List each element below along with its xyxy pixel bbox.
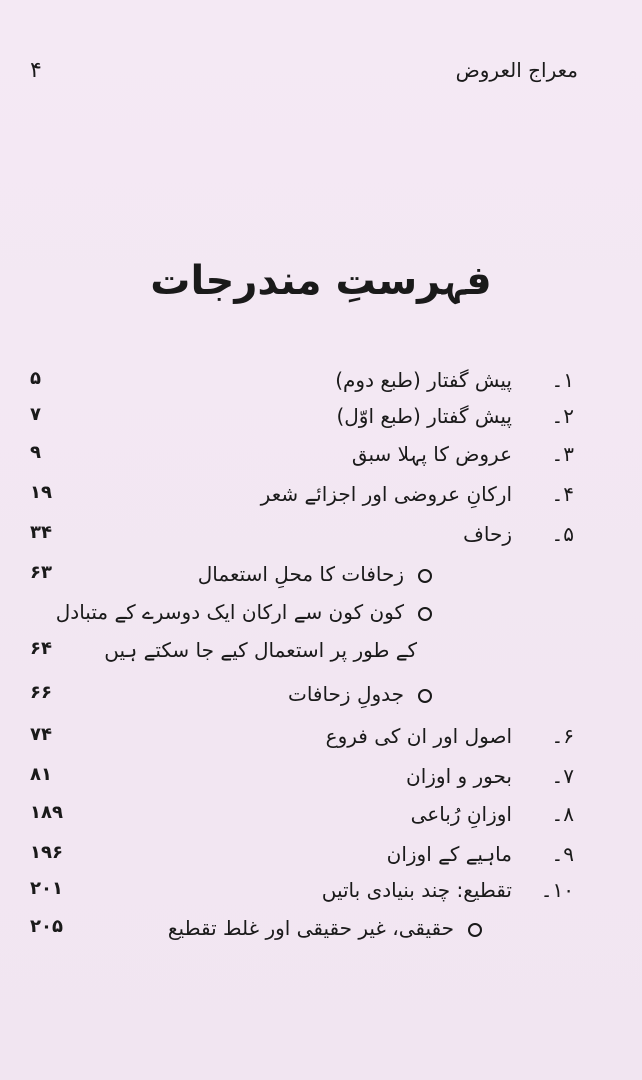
toc-title: عروض کا پہلا سبق [351, 442, 512, 466]
bullet-circle-icon [468, 923, 482, 937]
toc-subentry[interactable] [30, 682, 592, 718]
toc-page: ۱۸۹ [30, 802, 63, 823]
toc-entry[interactable] [30, 724, 592, 760]
toc-page: ۳۴ [30, 522, 52, 543]
bullet-circle-icon [418, 689, 432, 703]
toc-entry[interactable] [30, 368, 592, 404]
toc-page: ۹ [30, 442, 41, 463]
toc-number: ۸۔ [551, 802, 574, 826]
toc-page: ۲۰۵ [30, 916, 63, 937]
toc-subtitle: کون کون سے ارکان ایک دوسرے کے متبادل [56, 600, 432, 624]
toc-entry[interactable] [30, 878, 592, 914]
toc-entry[interactable] [30, 404, 592, 440]
toc-page: ۷ [30, 404, 41, 425]
bullet-circle-icon [418, 607, 432, 621]
toc-title: بحور و اوزان [406, 764, 512, 788]
toc-page: ۲۰۱ [30, 878, 63, 899]
toc-subtitle-continued: کے طور پر استعمال کیے جا سکتے ہیں [104, 638, 417, 662]
bullet-circle-icon [418, 569, 432, 583]
toc-subtitle: زحافات کا محلِ استعمال [198, 562, 432, 586]
toc-title: پیش گفتار (طبع اوّل) [336, 404, 512, 428]
toc-page: ۵ [30, 368, 41, 389]
toc-page: ۷۴ [30, 724, 52, 745]
toc-entry[interactable] [30, 442, 592, 478]
toc-page: ۶۶ [30, 682, 52, 703]
toc-subentry-continuation[interactable] [30, 638, 592, 674]
toc-entry[interactable] [30, 842, 592, 878]
toc-entry[interactable] [30, 764, 592, 800]
toc-entry[interactable] [30, 522, 592, 558]
toc-title: اوزانِ رُباعی [410, 802, 512, 826]
toc-page: ۱۹ [30, 482, 52, 503]
toc-subentry[interactable] [30, 600, 592, 636]
toc-title: زحاف [463, 522, 512, 546]
toc-page: ۸۱ [30, 764, 52, 785]
toc-entry[interactable] [30, 802, 592, 838]
toc-title: پیش گفتار (طبع دوم) [335, 368, 512, 392]
toc-number: ۹۔ [551, 842, 574, 866]
toc-number: ۵۔ [551, 522, 574, 546]
toc-number: ۴۔ [551, 482, 574, 506]
toc-page: ۱۹۶ [30, 842, 63, 863]
toc-page: ۶۳ [30, 562, 52, 583]
toc-title: ماہیے کے اوزان [386, 842, 512, 866]
toc-subtitle: حقیقی، غیر حقیقی اور غلط تقطیع [168, 916, 482, 940]
page-title: فہرستِ مندرجات [150, 258, 492, 304]
toc-title: تقطیع: چند بنیادی باتیں [321, 878, 512, 902]
toc-title: اصول اور ان کی فروع [325, 724, 512, 748]
toc-subentry[interactable] [30, 916, 592, 952]
toc-number: ۳۔ [551, 442, 574, 466]
toc-page: ۶۴ [30, 638, 52, 659]
toc-subentry[interactable] [30, 562, 592, 598]
toc-title: ارکانِ عروضی اور اجزائے شعر [260, 482, 512, 506]
toc-number: ۷۔ [551, 764, 574, 788]
toc-entry[interactable] [30, 482, 592, 518]
page-number: ۴ [30, 58, 42, 83]
toc-number: ۱۰۔ [540, 878, 574, 902]
running-header-title: معراج العروض [455, 58, 578, 82]
toc-subtitle: جدولِ زحافات [288, 682, 432, 706]
toc-number: ۱۔ [551, 368, 574, 392]
toc-number: ۶۔ [551, 724, 574, 748]
toc-number: ۲۔ [551, 404, 574, 428]
